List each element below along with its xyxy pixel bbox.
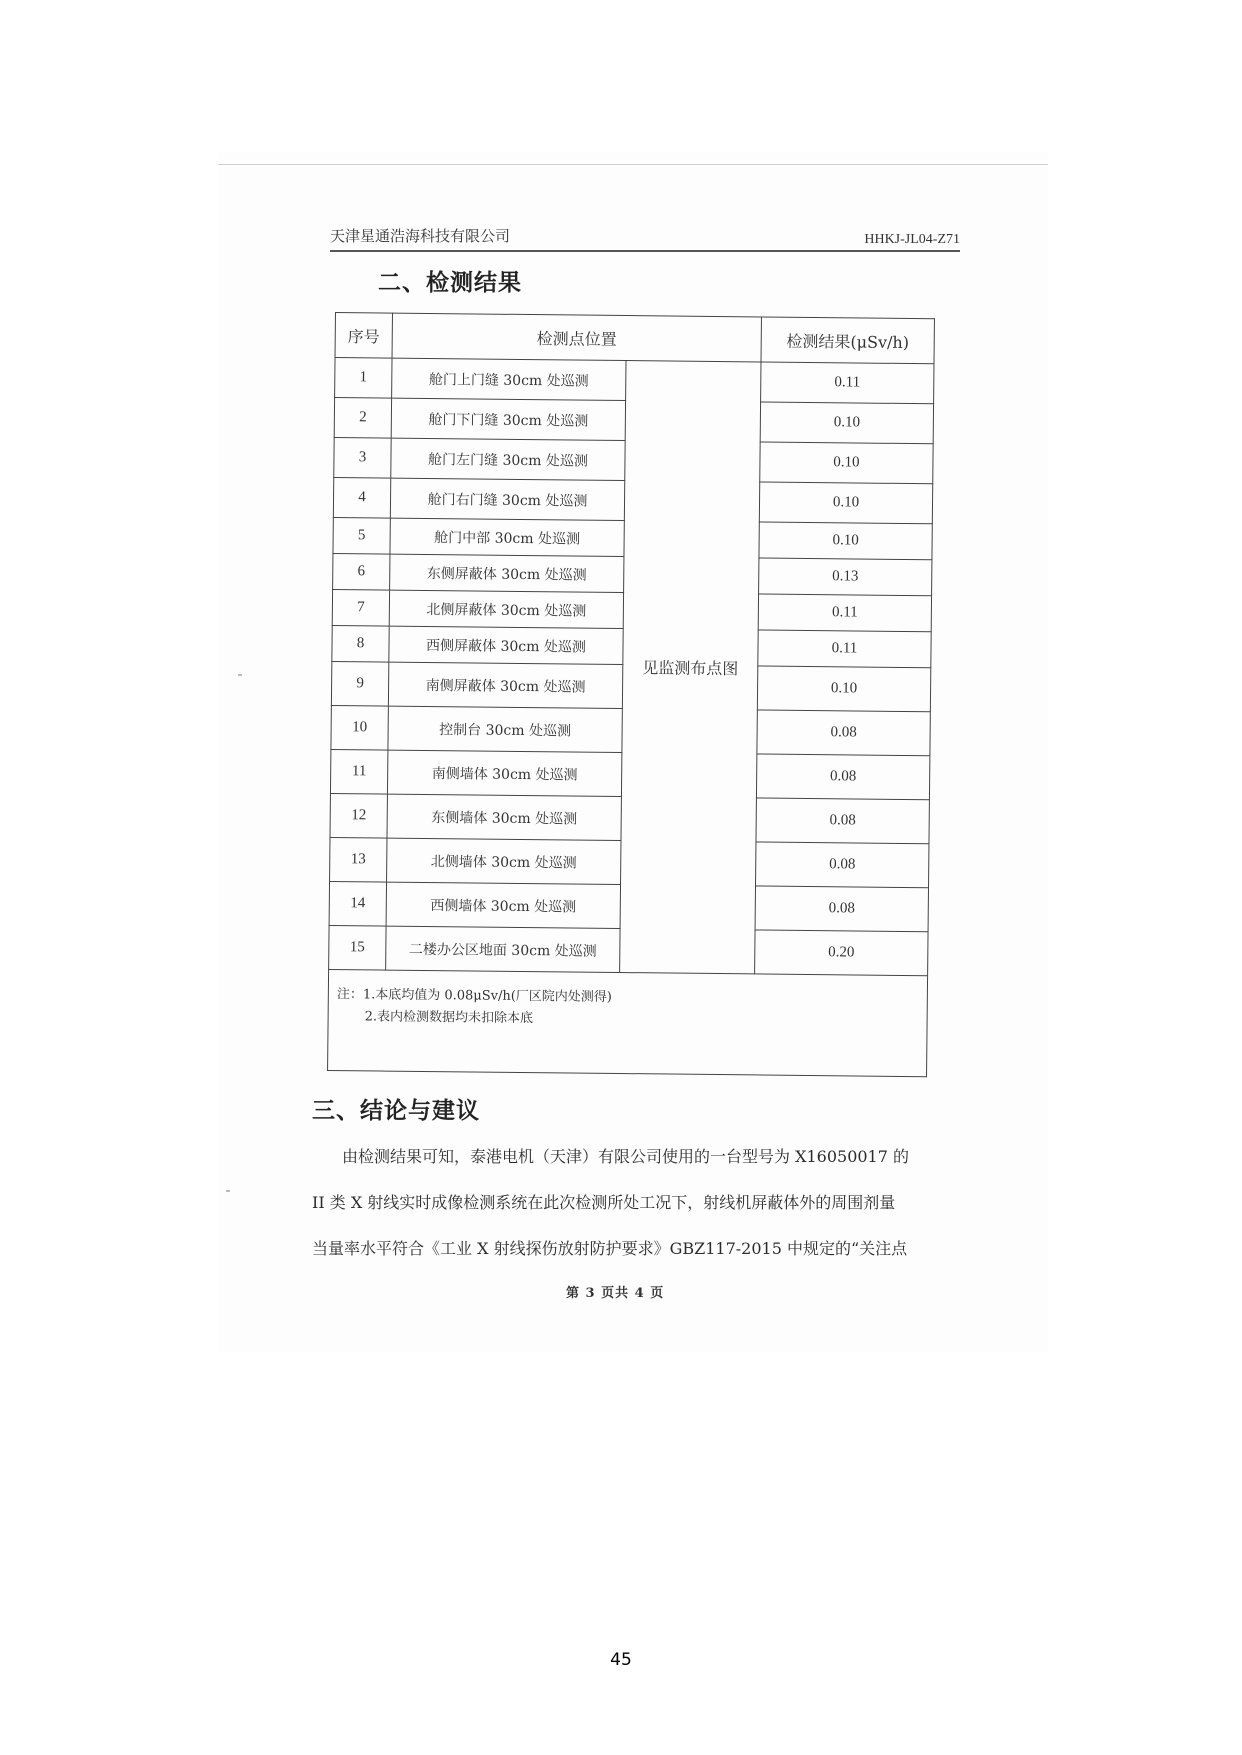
row-number: 8 [332, 625, 389, 662]
row-result: 0.10 [760, 442, 933, 484]
col-header-no: 序号 [335, 313, 392, 359]
row-position: 南侧屏蔽体 30cm 处巡测 [388, 662, 622, 708]
conclusion-line-1: 由检测结果可知，泰港电机（天津）有限公司使用的一台型号为 X16050017 的 [342, 1147, 910, 1166]
row-position: 舱门中部 30cm 处巡测 [390, 518, 624, 556]
row-position: 东侧墙体 30cm 处巡测 [387, 794, 621, 840]
document-code: HHKJ-JL04-Z71 [864, 232, 960, 247]
row-number: 13 [330, 837, 387, 882]
col-header-result: 检测结果(μSv/h) [761, 317, 934, 364]
row-number: 1 [335, 358, 392, 399]
scan-speck [238, 674, 242, 676]
row-result: 0.13 [759, 558, 932, 596]
table-note [328, 969, 928, 1076]
table-row [335, 358, 934, 404]
row-number: 12 [330, 793, 387, 838]
row-number: 15 [329, 925, 386, 970]
row-position: 北侧屏蔽体 30cm 处巡测 [389, 590, 623, 628]
row-position: 二楼办公区地面 30cm 处巡测 [386, 926, 620, 972]
row-number: 2 [334, 398, 391, 439]
row-number: 14 [329, 881, 386, 926]
note-row [328, 969, 928, 1076]
results-table [327, 312, 935, 1077]
row-result: 0.08 [755, 886, 928, 932]
row-number: 11 [330, 749, 387, 794]
table-header-row [335, 313, 934, 364]
note-line-2: 2.表内检测数据均未扣除本底 [364, 1009, 534, 1027]
row-position: 北侧墙体 30cm 处巡测 [387, 838, 621, 884]
conclusion-line-3: 当量率水平符合《工业 X 射线探伤放射防护要求》GBZ117-2015 中规定的“关注点 [312, 1239, 908, 1258]
row-result: 0.10 [757, 666, 930, 712]
row-number: 3 [334, 437, 391, 478]
row-position: 西侧墙体 30cm 处巡测 [386, 882, 620, 928]
row-result: 0.08 [756, 754, 929, 800]
row-number: 4 [333, 477, 390, 518]
row-result: 0.10 [759, 522, 932, 560]
row-number: 9 [331, 661, 388, 706]
note-line-1: 注：1.本底均值为 0.08μSv/h(厂区院内处测得) [336, 987, 612, 1005]
company-name: 天津星通浩海科技有限公司 [330, 227, 511, 245]
row-number: 5 [333, 517, 390, 554]
row-number: 7 [332, 589, 389, 626]
row-position: 南侧墙体 30cm 处巡测 [387, 750, 621, 796]
report-header [330, 220, 960, 250]
row-result: 0.11 [758, 630, 931, 668]
row-position: 舱门上门缝 30cm 处巡测 [392, 358, 626, 400]
row-position: 舱门右门缝 30cm 处巡测 [390, 478, 624, 520]
row-position: 东侧屏蔽体 30cm 处巡测 [390, 554, 624, 592]
section-title-results: 二、检测结果 [378, 269, 522, 296]
row-result: 0.08 [756, 842, 929, 888]
section-title-conclusion: 三、结论与建议 [312, 1097, 480, 1124]
row-result: 0.10 [759, 482, 932, 524]
row-position: 西侧屏蔽体 30cm 处巡测 [389, 626, 623, 664]
row-result: 0.10 [760, 402, 933, 444]
col-header-position: 检测点位置 [392, 313, 761, 362]
page-number: 45 [610, 1650, 632, 1670]
header-divider [330, 250, 960, 252]
row-number: 6 [333, 553, 390, 590]
monitor-layout-note: 见监测布点图 [620, 361, 761, 974]
row-position: 舱门下门缝 30cm 处巡测 [391, 398, 625, 440]
row-result: 0.11 [758, 594, 931, 632]
row-result: 0.20 [755, 930, 928, 976]
scan-edge [218, 164, 1048, 165]
scan-speck [226, 1190, 230, 1192]
row-position: 控制台 30cm 处巡测 [388, 706, 622, 752]
conclusion-line-2: II 类 X 射线实时成像检测系统在此次检测所处工况下，射线机屏蔽体外的周围剂量 [312, 1193, 896, 1212]
report-page-footer: 第 3 页共 4 页 [566, 1286, 665, 1301]
row-result: 0.11 [761, 362, 934, 404]
row-result: 0.08 [756, 798, 929, 844]
row-result: 0.08 [757, 710, 930, 756]
row-number: 10 [331, 705, 388, 750]
row-position: 舱门左门缝 30cm 处巡测 [391, 438, 625, 480]
